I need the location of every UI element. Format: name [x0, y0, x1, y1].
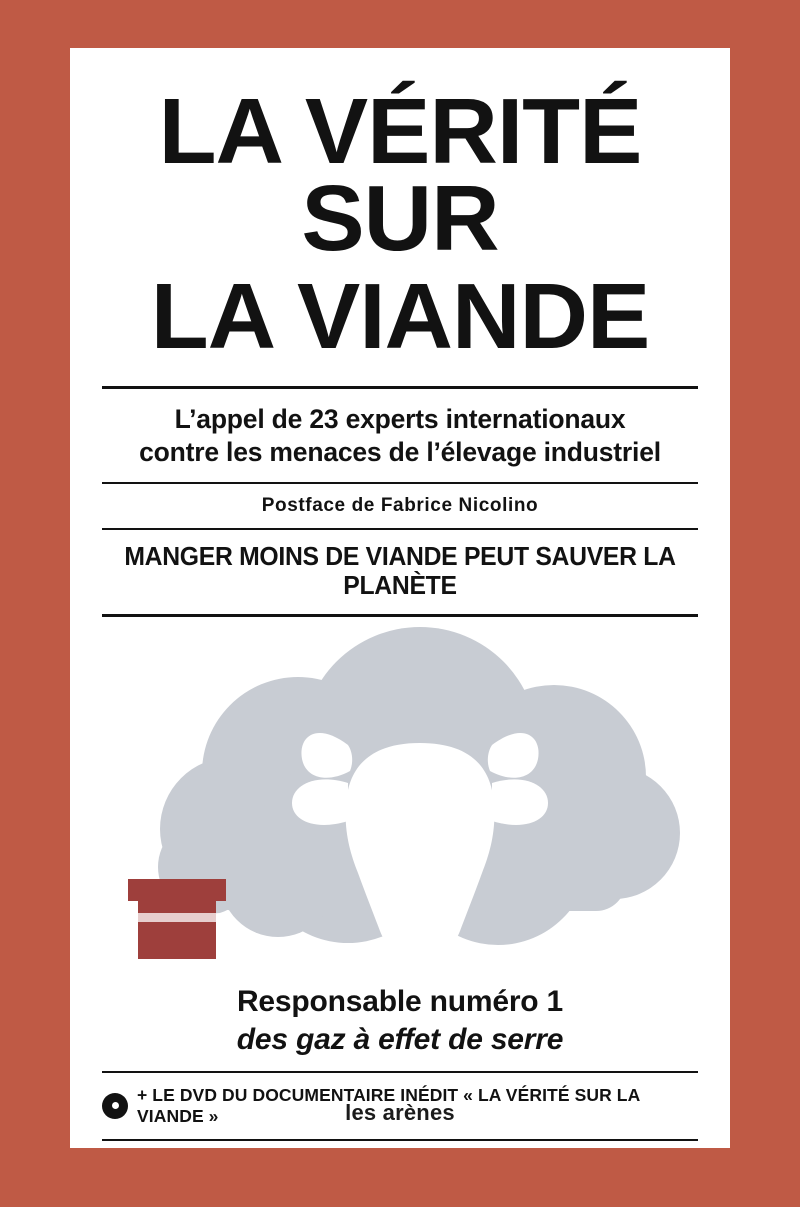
- divider-6: [102, 1139, 698, 1141]
- subtitle: [102, 389, 698, 482]
- page-title: [102, 48, 698, 368]
- dvd-prefix: + LE: [137, 1084, 180, 1105]
- tagline: MANGER MOINS DE VIANDE PEUT SAUVER LA PLANÈTE: [124, 542, 676, 600]
- cover-content: [102, 48, 698, 1148]
- cover-panel: [70, 48, 730, 1148]
- title-line-1: LA VÉRITÉ SUR: [158, 79, 642, 271]
- responsible-line-1: Responsable numéro 1: [236, 984, 564, 1018]
- publisher-logo: les arènes: [345, 1100, 455, 1125]
- postface-credit: Postface de Fabrice Nicolino: [261, 494, 539, 516]
- subtitle-line-2: contre les menaces de l’élevage industriel: [139, 436, 661, 467]
- cow-cloud-icon: [102, 617, 698, 985]
- title-line-2: LA VIANDE: [150, 263, 650, 368]
- dvd-suffix: DU DOCUMENTAIRE INÉDIT « LA VÉRITÉ SUR LA VIANDE »: [137, 1084, 640, 1126]
- responsible-line-2: des gaz à effet de serre: [236, 1022, 564, 1056]
- dvd-label: DVD: [179, 1084, 218, 1105]
- subtitle-line-1: L’appel de 23 experts internationaux: [174, 404, 626, 435]
- chimney-icon: [128, 879, 226, 959]
- illustration-smokestack-cow: [102, 617, 698, 985]
